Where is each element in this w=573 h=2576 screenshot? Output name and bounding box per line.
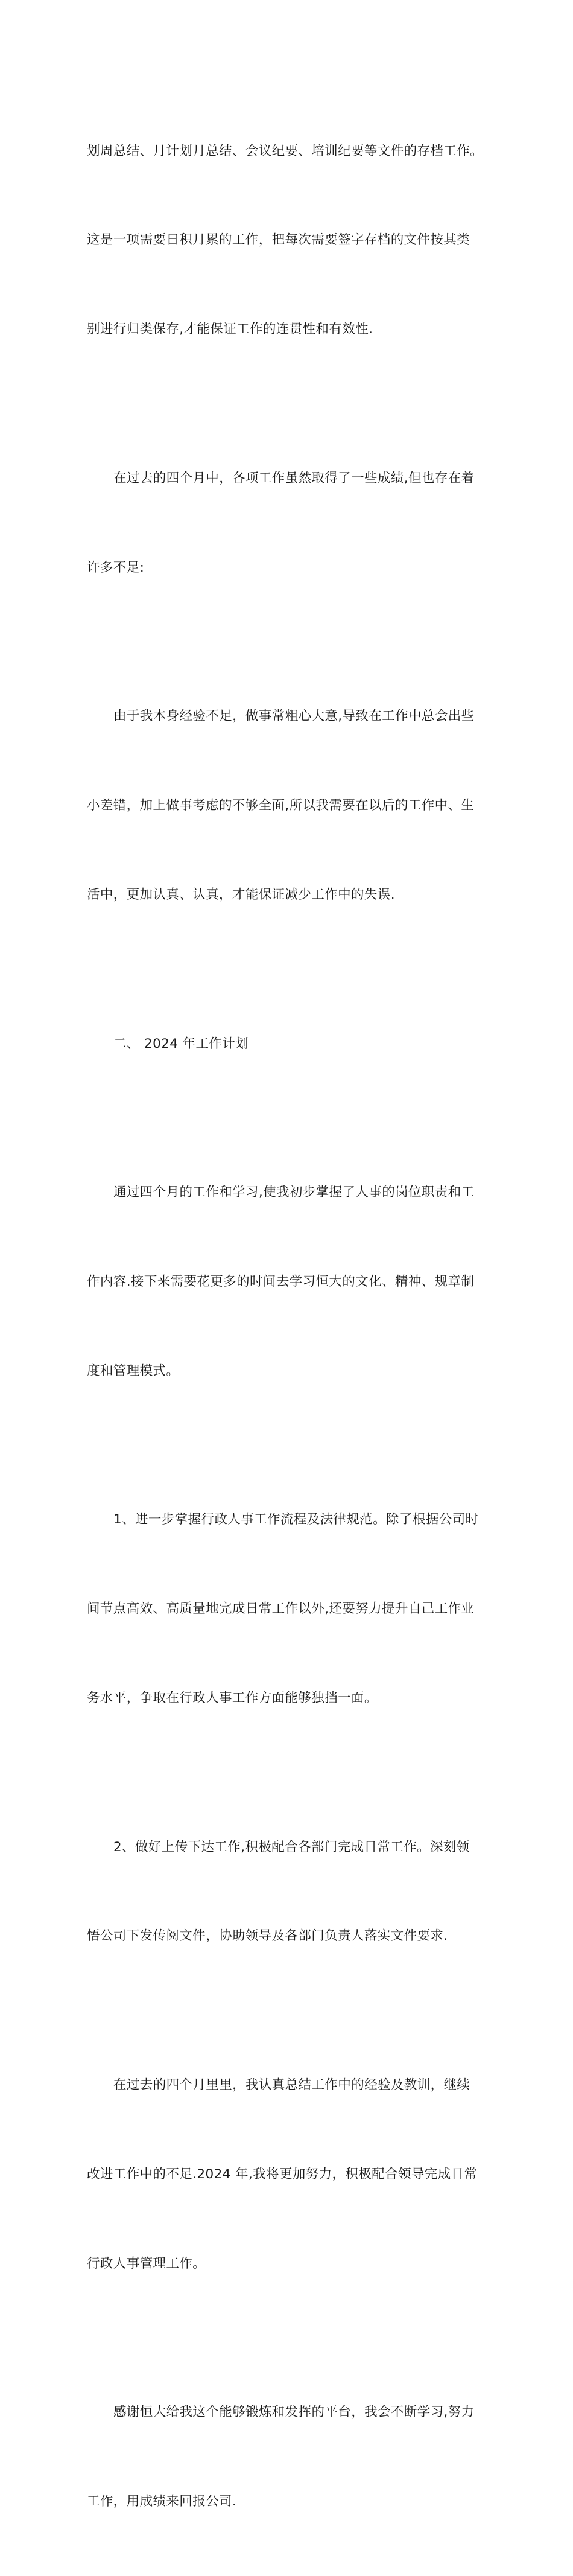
paragraph-shortcomings-intro (87, 404, 489, 642)
text-line: 这是一项需要日积月累的工作，把每次需要签字存档的文件按其类 (87, 232, 470, 248)
text-line: 务水平，争取在行政人事工作方面能够独挡一面。 (87, 1691, 378, 1706)
text-line: 通过四个月的工作和学习,使我初步掌握了人事的岗位职责和工 (113, 1184, 475, 1200)
text-line: 在过去的四个月中，各项工作虽然取得了一些成绩,但也存在着 (113, 470, 475, 486)
text-line: 悟公司下发传阅文件，协助领导及各部门负责人落实文件要求. (87, 1928, 448, 1944)
paragraph-plan-intro (87, 1118, 489, 1445)
text-line: 别进行归类保存,才能保证工作的连贯性和有效性. (87, 322, 373, 337)
section-heading: 二、 2024 年工作计划 (113, 1036, 249, 1051)
text-line: 行政人事管理工作。 (87, 2256, 206, 2271)
document-body (87, 77, 489, 2576)
text-line: 小差错，加上做事考虑的不够全面,所以我需要在以后的工作中、生 (87, 798, 475, 814)
text-line: 改进工作中的不足.2024 年,我将更加努力，积极配合领导完成日常 (87, 2166, 478, 2182)
text-line: 划周总结、月计划月总结、会议纪要、培训纪要等文件的存档工作。 (87, 143, 484, 159)
text-line: 感谢恒大给我这个能够锻炼和发挥的平台，我会不断学习,努力 (113, 2405, 475, 2420)
section-heading-work-plan (87, 969, 489, 1118)
paragraph-thanks (87, 2338, 489, 2576)
paragraph-archiving (87, 77, 489, 404)
text-line: 许多不足: (87, 560, 145, 575)
text-line: 在过去的四个月里里，我认真总结工作中的经验及教训，继续 (113, 2077, 470, 2093)
text-line: 工作，用成绩来回报公司. (87, 2494, 237, 2510)
text-line: 1、进一步掌握行政人事工作流程及法律规范。除了根据公司时 (113, 1512, 479, 1528)
text-line: 活中，更加认真、认真，才能保证减少工作中的失误. (87, 887, 395, 903)
paragraph-shortcomings-detail (87, 642, 489, 969)
paragraph-plan-item-2 (87, 1773, 489, 2010)
text-line: 作内容.接下来需要花更多的时间去学习恒大的文化、精神、规章制 (87, 1274, 475, 1289)
text-line: 间节点高效、高质量地完成日常工作以外,还要努力提升自己工作业 (87, 1601, 475, 1617)
paragraph-plan-item-1 (87, 1446, 489, 1773)
text-line: 由于我本身经验不足，做事常粗心大意,导致在工作中总会出些 (113, 709, 475, 724)
paragraph-summary (87, 2010, 489, 2338)
text-line: 度和管理模式。 (87, 1363, 180, 1379)
text-line: 2、做好上传下达工作,积极配合各部门完成日常工作。深刻领 (113, 1839, 470, 1855)
